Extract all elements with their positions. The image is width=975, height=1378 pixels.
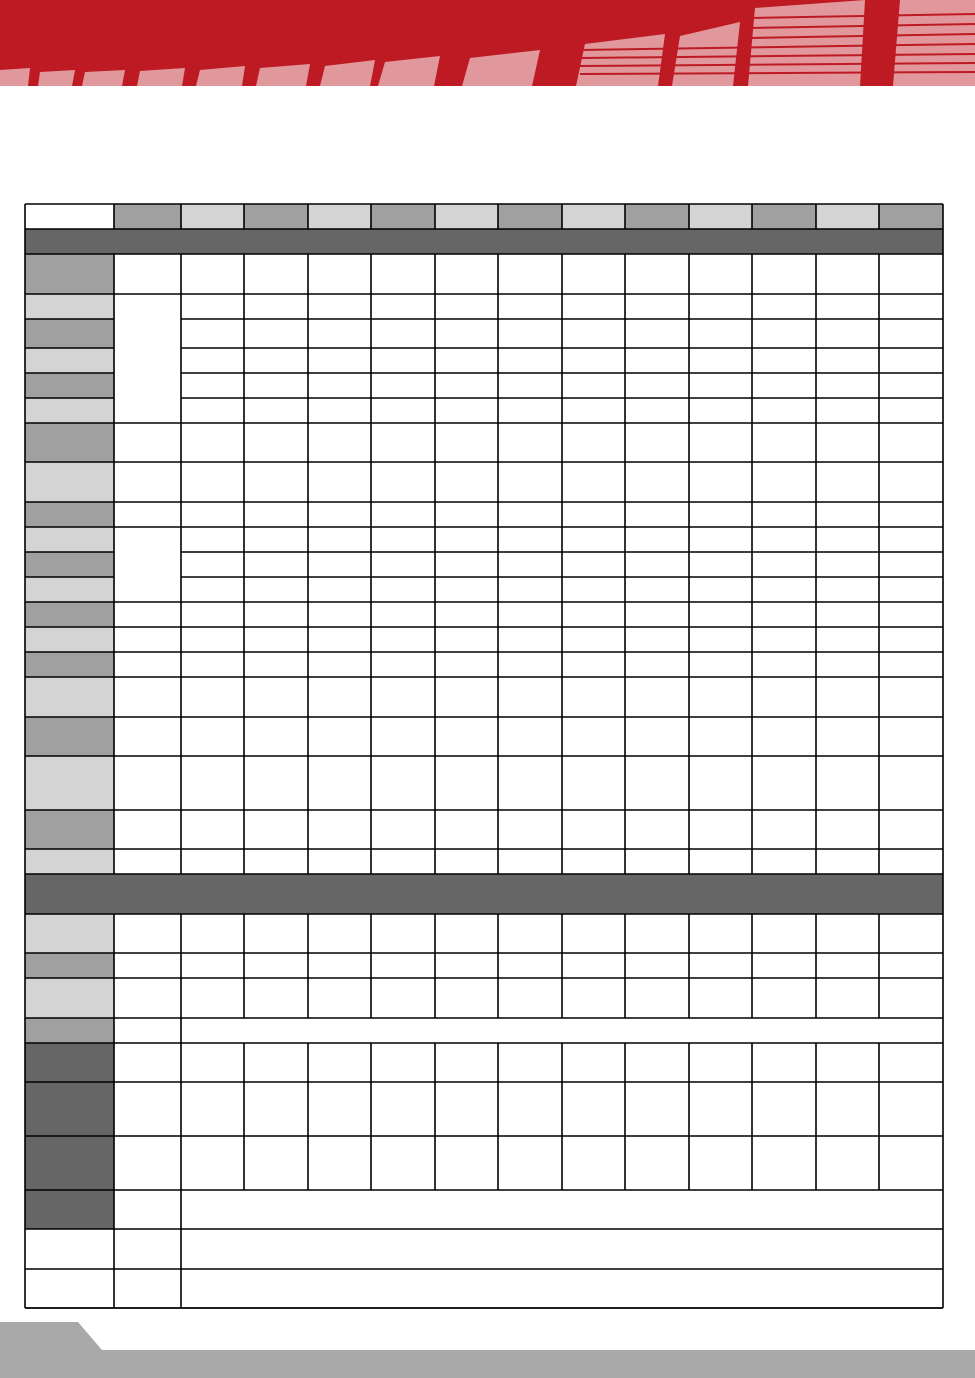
row-label-cell bbox=[25, 373, 114, 398]
section-header-row bbox=[25, 229, 943, 254]
row-label-cell bbox=[25, 953, 114, 978]
row-label-cell bbox=[25, 717, 114, 756]
header-cell bbox=[879, 204, 943, 229]
row-label-cell bbox=[25, 652, 114, 677]
header-cell bbox=[114, 204, 181, 229]
row-label-cell bbox=[25, 294, 114, 319]
header-cell bbox=[25, 204, 114, 229]
row-label-cell bbox=[25, 398, 114, 423]
row-label-cell bbox=[25, 914, 114, 953]
row-label-cell bbox=[25, 1082, 114, 1136]
row-label-cell bbox=[25, 552, 114, 577]
row-label-cell bbox=[25, 319, 114, 348]
section-header-row bbox=[25, 874, 943, 914]
row-label-cell bbox=[25, 423, 114, 462]
row-label-cell bbox=[25, 1136, 114, 1190]
row-label-cell bbox=[25, 462, 114, 502]
row-label-cell bbox=[25, 1018, 114, 1043]
row-label-cell bbox=[25, 527, 114, 552]
row-label-cell bbox=[25, 602, 114, 627]
row-label-cell bbox=[25, 1190, 114, 1229]
row-label-cell bbox=[25, 502, 114, 527]
footer-tab bbox=[0, 1322, 975, 1378]
header-cell bbox=[625, 204, 689, 229]
row-label-cell bbox=[25, 348, 114, 373]
row-label-cell bbox=[25, 627, 114, 652]
header-cell bbox=[562, 204, 625, 229]
row-label-cell bbox=[25, 677, 114, 717]
row-label-cell bbox=[25, 756, 114, 810]
row-label-cell bbox=[25, 849, 114, 874]
header-cell bbox=[752, 204, 816, 229]
row-label-cell bbox=[25, 978, 114, 1018]
header-cell bbox=[308, 204, 371, 229]
header-cell bbox=[371, 204, 435, 229]
row-label-cell bbox=[25, 1043, 114, 1082]
header-cell bbox=[244, 204, 308, 229]
row-label-cell bbox=[25, 810, 114, 849]
footer-bar bbox=[0, 1318, 975, 1378]
row-label-cell bbox=[25, 254, 114, 294]
header-cell bbox=[498, 204, 562, 229]
header-cell bbox=[435, 204, 498, 229]
row-label-cell bbox=[25, 577, 114, 602]
header-cell bbox=[689, 204, 752, 229]
header-cell bbox=[181, 204, 244, 229]
header-cell bbox=[816, 204, 879, 229]
